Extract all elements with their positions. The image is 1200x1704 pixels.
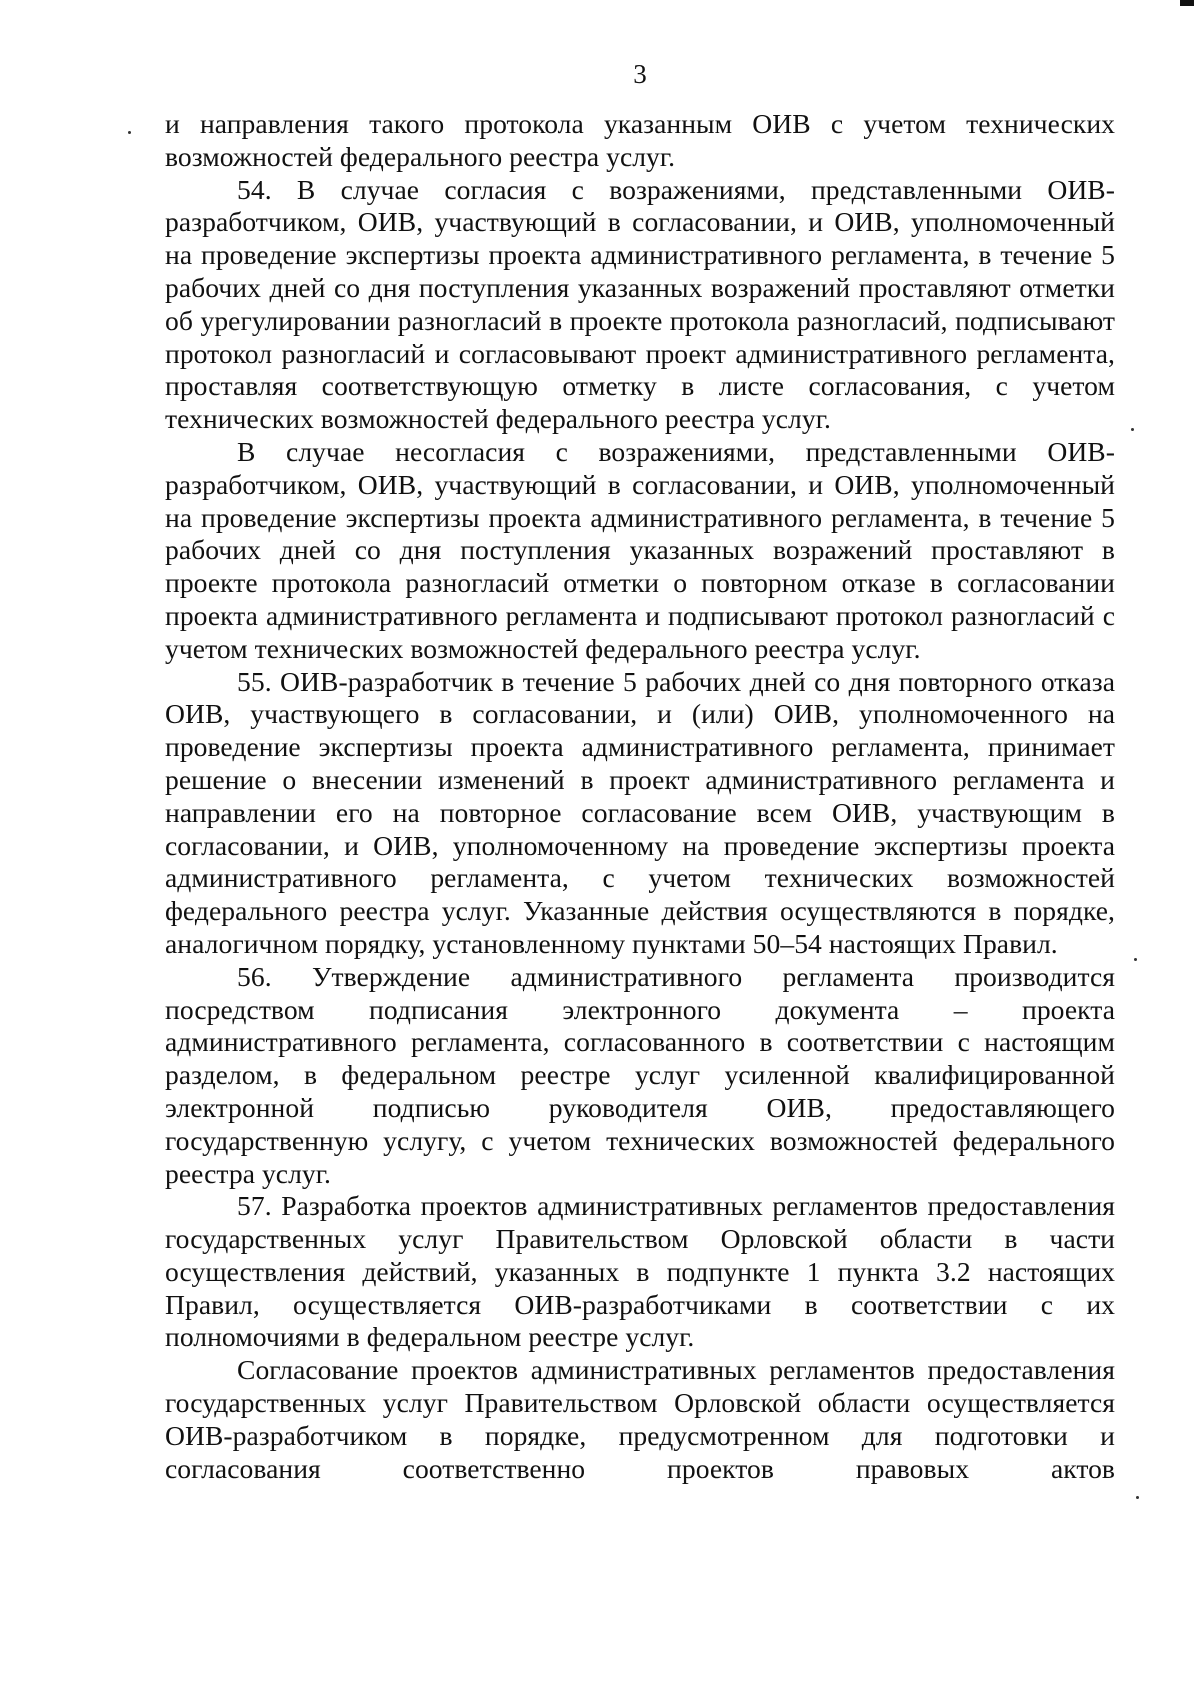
scan-speck [1131, 428, 1134, 431]
scan-speck [1136, 1496, 1139, 1499]
scan-corner-mark [1180, 0, 1194, 6]
document-body [165, 108, 1115, 1485]
page-number: 3 [633, 59, 647, 89]
paragraph-item-57-approval: Согласование проектов административных регламентов предоставления государственных услуг Правительством Орловской области осуществляется ОИВ-разработчиком в порядке, предусмотренном для подготовки и согласования соответственно проектов правовых актов [165, 1354, 1115, 1484]
paragraph-item-54-disagreement: В случае несогласия с возражениями, представленными ОИВ-разработчиком, ОИВ, участвующий в согласовании, и ОИВ, уполномоченный на проведение экспертизы проекта административного регламента, в течение 5 рабочих дней со дня поступления указанных возражений проставляют в проекте протокола разногласий отметки о повторном отказе в согласовании проекта административного регламента и подписывают протокол разногласий с учетом технических возможностей федерального реестра услуг. [165, 435, 1115, 664]
paragraph-item-57: 57. Разработка проектов административных регламентов предоставления государственных услуг Правительством Орловской области в части осуществления действий, указанных в подпункте 1 пункта 3.2 настоящих Правил, осуществляется ОИВ-разработчиками в соответствии с их полномочиями в федеральном реестре услуг. [165, 1190, 1115, 1353]
scan-speck [1134, 958, 1137, 961]
scan-speck [128, 131, 131, 134]
paragraph-continuation: и направления такого протокола указанным ОИВ с учетом технических возможностей федерального реестра услуг. [165, 108, 1115, 172]
paragraph-item-55: 55. ОИВ-разработчик в течение 5 рабочих дней со дня повторного отказа ОИВ, участвующего в согласовании, и (или) ОИВ, уполномоченного на проведение экспертизы проекта административного регламента, принимает решение о внесении изменений в проект административного регламента и направлении его на повторное согласование всем ОИВ, участвующим в согласовании, и ОИВ, уполномоченному на проведение экспертизы проекта административного регламента, с учетом технических возможностей федерального реестра услуг. Указанные действия осуществляются в порядке, аналогичном порядку, установленному пунктами 50–54 настоящих Правил. [165, 665, 1115, 959]
paragraph-item-56: 56. Утверждение административного регламента производится посредством подписания электронного документа – проекта административного регламента, согласованного в соответствии с настоящим разделом, в федеральном реестре услуг усиленной квалифицированной электронной подписью руководителя ОИВ, предоставляющего государственную услугу, с учетом технических возможностей федерального реестра услуг. [165, 960, 1115, 1189]
paragraph-item-54: 54. В случае согласия с возражениями, представленными ОИВ-разработчиком, ОИВ, участвующий в согласовании, и ОИВ, уполномоченный на проведение экспертизы проекта административного регламента, в течение 5 рабочих дней со дня поступления указанных возражений проставляют отметки об урегулировании разногласий в проекте протокола разногласий, подписывают протокол разногласий и согласовывают проект административного регламента, проставляя соответствующую отметку в листе согласования, с учетом технических возможностей федерального реестра услуг. [165, 173, 1115, 435]
